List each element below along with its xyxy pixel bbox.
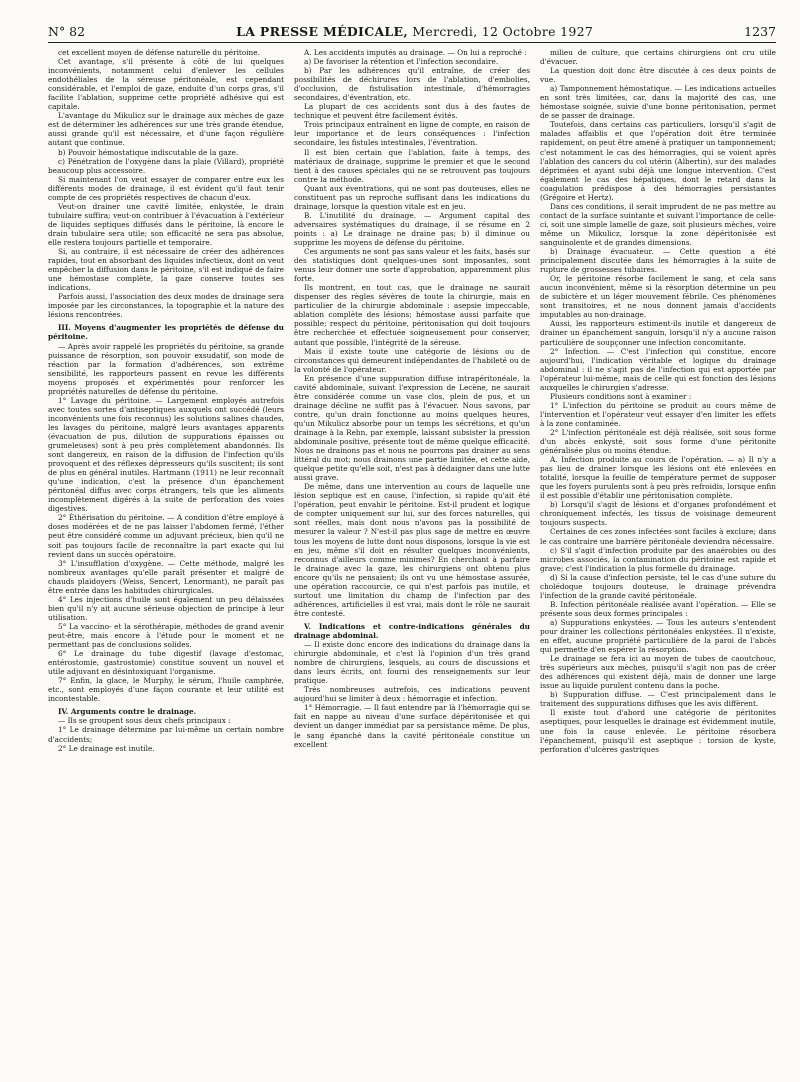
paragraph: 1° Le drainage détermine par lui-même un certain nombre d'accidents; <box>48 725 284 744</box>
paragraph: Si maintenant l'on veut essayer de comparer entre eux les différents modes de drainage, il est évident qu'il faut tenir compte de ces propriétés respectives de chacun d'eux. <box>48 174 284 202</box>
article-columns <box>48 48 776 1078</box>
paragraph: milieu de culture, que certains chirurgiens ont cru utile d'évacuer. <box>540 48 776 67</box>
paragraph: A. Les accidents imputés au drainage. — On lui a reproché : <box>304 48 527 57</box>
paragraph: 2° Le drainage est inutile. <box>58 743 155 753</box>
paragraph: 6° Le drainage du tube digestif (lavage d'estomac, entérostomie, gastrostomie) constitue souvent un nouvel et utile adjuvant en désintoxiquant l'organisme. <box>48 649 284 677</box>
paragraph: b) Suppuration diffuse. — C'est principalement dans le traitement des suppurations diffuses que les avis diffèrent. <box>540 690 776 709</box>
paragraph: Mais il existe toute une catégorie de lésions ou de circonstances qui demeurent indépendantes de l'habileté ou de la volonté de l'opérateur. <box>294 346 530 374</box>
paragraph: b) Lorsqu'il s'agit de lésions et d'organes profondément et chroniquement infectés, les tissus de voisinage demeurent toujours suspects. <box>540 500 776 528</box>
issue-number: N° 82 <box>48 24 86 39</box>
paragraph: b) Drainage évacuateur. — Cette question a été principalement discutée dans les hémorragies à la suite de rupture de grossesses tubaires. <box>540 247 776 275</box>
paragraph: Il est bien certain que l'ablation, faite à temps, des matériaux de drainage, supprime le premier et que le second tient à des causes spéciales qui ne se retrouvent pas toujours contre la méthode. <box>294 147 530 184</box>
paragraph: Cet avantage, s'il présente à côté de lui quelques inconvénients, notamment celui d'enlever les cellules endothéliales de la séreuse péritonéale, est cependant considérable, et l'emploi de gaze, enduite d'un corps gras, s'il facilite l'ablation, supprime cette propriété adhésive qui est capitale. <box>48 57 284 112</box>
paragraph: Ces arguments ne sont pas sans valeur et les faits, basés sur des statistiques dont quelques-unes sont imposantes, sont venus leur donner une sorte d'approbation, apparemment plus forte. <box>294 247 530 284</box>
paragraph: — Après avoir rappelé les propriétés du péritoine, sa grande puissance de résorption, son pouvoir exsudatif, son mode de réaction par la formation d'adhérences, son extrême sensibilité, les rapporteurs passent en revue les différents moyens proposés et expérimentés pour renforcer les propriétés naturelles de défense du péritoine. <box>48 341 284 396</box>
paragraph: La question doit donc être discutée à ces deux points de vue. <box>540 66 776 85</box>
paragraph: 3° L'insufflation d'oxygène. — Cette méthode, malgré les nombreux avantages qu'elle paraît présenter et malgré de chauds plaidoyers (Weiss, Sencert, Lenormant), ne paraît pas être entrée dans les habitudes chirurgicales. <box>48 558 284 595</box>
paragraph: 7° Enfin, la glace, le Murphy, le sérum, l'huile camphrée, etc., sont employés d'une façon courante et leur utilité est incontestable. <box>48 676 284 704</box>
section-heading: IV. Arguments contre le drainage. <box>58 707 197 717</box>
paragraph: La plupart de ces accidents sont dus à des fautes de technique et peuvent être facilement évités. <box>294 102 530 121</box>
paragraph: a) Suppurations enkystées. — Tous les auteurs s'entendent pour drainer les collections péritonéales enkystées. Il n'existe, en effet, aucune propriété particulière de la paroi de l'abcès qui permette d'en espérer la résorption. <box>540 617 776 655</box>
paragraph: B. Infection péritonéale réalisée avant l'opération. — Elle se présente sous deux formes principales : <box>540 599 776 618</box>
text-column-middle <box>294 48 530 1078</box>
paragraph: 5° La vaccino- et la sérothérapie, méthodes de grand avenir peut-être, mais encore à l'étude pour le moment et ne permettant pas de conclusions solides. <box>48 621 284 650</box>
paragraph: Quant aux éventrations, qui ne sont pas douteuses, elles ne constituent pas un reproche suffisant dans les indications du drainage, lorsque la question vitale est en jeu. <box>294 183 530 211</box>
paragraph: Le drainage se fera ici au moyen de tubes de caoutchouc, très supérieurs aux mèches, puisqu'il s'agit non pas de créer des adhérences qui existent déjà, mais de donner une large issue au liquide purulent contenu dans la poche. <box>540 654 776 691</box>
paragraph: c) Pénétration de l'oxygène dans la plaie (Villard), propriété beaucoup plus accessoire. <box>48 156 284 175</box>
paragraph: b) Pouvoir hémostatique indiscutable de la gaze. <box>58 147 239 157</box>
paragraph: L'avantage du Mikulicz sur le drainage aux mèches de gaze est de déterminer les adhérences sur une très grande étendue, aussi grande qu'il est nécessaire, et d'une façon régulière autant que continue. <box>48 111 284 148</box>
journal-title <box>236 24 593 39</box>
paragraph: a) Tamponnement hémostatique. — Les indications actuelles en sont très limitées, car, dans la majorité des cas, une hémostase soignée, suivie d'une bonne péritonisation, permet de se passer de drainage. <box>540 84 776 121</box>
paragraph: Or, le péritoine résorbe facilement le sang, et cela sans aucun inconvénient, même si la résorption détermine un peu de subictère et un léger mouvement fébrile. Ces phénomènes sont transitoires, et ne nous donnent jamais d'accidents imputables au non-drainage. <box>540 274 776 320</box>
paragraph: 4° Les injections d'huile sont également un peu délaissées bien qu'il n'y ait aucune sérieuse objection de principe à leur utilisation. <box>48 594 284 622</box>
paragraph: 2° Éthérisation du péritoine. — A condition d'être employé à doses modérées et de ne pas laisser l'abdomen fermé, l'éther peut être considéré comme un adjuvant précieux, bien qu'il ne soit pas toujours facile de reconnaître la part exacte qui lui revient dans un succès opératoire. <box>48 513 284 559</box>
paragraph: Parfois aussi, l'association des deux modes de drainage sera imposée par les circonstances, la topographie et la nature des lésions rencontrées. <box>48 292 284 320</box>
paragraph: Veut-on drainer une cavité limitée, enkystée, le drain tubulaire suffira; veut-on contribuer à l'évacuation à l'extérieur de liquides septiques diffusés dans le péritoine, là encore le drain tubulaire sera utile; son efficacité ne sera pas absolue, elle restera toujours partielle et temporaire. <box>48 201 284 247</box>
paragraph: 2° Infection. — C'est l'infection qui constitue, encore aujourd'hui, l'indication véritable et logique du drainage abdominal : il ne s'agit pas de l'infection qui est apportée par l'opérateur lui-même, mais de celle qui est fonction des lésions auxquelles le chirurgien s'adresse. <box>540 346 776 392</box>
paragraph: c) S'il s'agit d'infection produite par des anaérobies ou des microbes associés, la contamination du péritoine est rapide et grave; c'est l'indication la plus formelle du drainage. <box>540 545 776 573</box>
paragraph: 1° Lavage du péritoine. — Largement employés autrefois avec toutes sortes d'antiseptiques auxquels ont succédé (leurs inconvénients une fois reconnus) les solutions salines chaudes, les lavages du péritoine, malgré leurs avantages apparents (évacuation de pus, dilution de suppurations épaisses ou grumeleuses) sont à peu près complètement abandonnés. Ils sont dangereux, en raison de la diffusion de l'infection qu'ils provoquent et des réflexes dépresseurs qu'ils suscitent; ils sont de plus en général inutiles. Hartmann (1911) ne leur reconnaît qu'une indication, c'est la présence d'un épanchement péritonéal diffus avec corps étrangers, tels que les aliments incomplètement digérés à la suite de perforation des voies digestives. <box>48 395 284 514</box>
paragraph: Ils montrent, en tout cas, que le drainage ne saurait dispenser des règles sévères de toute la chirurgie, mais en particulier de la chirurgie abdominale : asepsie impeccable, ablation complète des lésions; hémostase aussi parfaite que possible; respect du péritoine, péritonisation qui doit toujours être recherchée et effectuée soigneusement pour conserver, autant que possible, l'intégrité de la séreuse. <box>294 283 530 347</box>
paragraph: a) De favoriser la rétention et l'infection secondaire. <box>304 57 499 67</box>
page-number: 1237 <box>744 24 776 39</box>
paragraph: De même, dans une intervention au cours de laquelle une lésion septique est en cause, l'infection, si rapide qu'ait été l'opération, peut envahir le péritoine. Est-il prudent et logique de compter uniquement sur lui, sur des forces naturelles, qui sont réelles, mais dont nous n'avons pas la possibilité de mesurer la valeur ? N'est-il pas plus sage de mettre en œuvre tous les moyens de lutte dont nous disposons, lorsque la vie est en jeu, même s'il doit en résulter quelques inconvénients, reconnus d'ailleurs comme minimes? En cherchant à parfaire le drainage avec la gaze, les chirurgiens ont obtenu plus encore qu'ils ne pensaient; ils ont vu une hémostase assurée, une opération raccourcie, ce qui n'est parfois pas inutile, et surtout une limitation du champ de l'infection par des adhérences, artificielles il est vrai, mais dont le rôle ne saurait être contesté. <box>294 482 530 618</box>
paragraph: Toutefois, dans certains cas particuliers, lorsqu'il s'agit de malades affaiblis et que l'opération doit être terminée rapidement, on peut être amené à pratiquer un tamponnement; c'est notamment le cas des hémorragies, qui se voient après l'ablation des cancers du col utérin (Albertin), sur des malades déprimées et ayant subi déjà une longue intervention. C'est également le cas des hépatiques, dont le retard dans la coagulation prédispose à des hémorragies persistantes (Grégoire et Hertz). <box>540 120 776 202</box>
text-column-left <box>48 48 284 1078</box>
paragraph: b) Par les adhérences qu'il entraîne, de créer des possibilités de déchirures lors de l'ablation, d'embolies, d'occlusion, de fistulisation intestinale, d'hémorragies secondaires, d'éventration, etc. <box>294 66 530 103</box>
journal-name: LA PRESSE MÉDICALE, <box>236 24 409 39</box>
page-header <box>48 24 776 43</box>
paragraph: — Ils se groupent sous deux chefs principaux : <box>58 716 231 726</box>
paragraph: Très nombreuses autrefois, ces indications peuvent aujourd'hui se limiter à deux : hémorragie et infection. <box>294 685 530 704</box>
section-heading: V. Indications et contre-indications générales du drainage abdominal. <box>294 621 530 640</box>
paragraph: Trois principaux entraînent en ligne de compte, en raison de leur importance et de leurs conséquences : l'infection secondaire, les fistules intestinales, l'éventration. <box>294 120 530 148</box>
paragraph: Aussi, les rapporteurs estiment-ils inutile et dangereux de drainer un épanchement sanguin, lorsqu'il n'y a aucune raison particulière de soupçonner une infection concomitante. <box>540 319 776 347</box>
paragraph: 1° L'infection du péritoine se produit au cours même de l'intervention et l'opérateur veut essayer d'en limiter les effets à la zone contaminée. <box>540 400 776 428</box>
paragraph: B. L'inutilité du drainage. — Argument capital des adversaires systématiques du drainage, il se résume en 2 points : a) Le drainage ne draine pas; b) il diminue ou supprime les moyens de défense du péritoine. <box>294 210 530 247</box>
paragraph: Certaines de ces zones infectées sont faciles à exclure; dans le cas contraire une barrière péritonéale deviendra nécessaire. <box>540 527 776 546</box>
paragraph: Si, au contraire, il est nécessaire de créer des adhérences rapides, tout en absorbant des liquides infectieux, dont on veut empêcher la diffusion dans le péritoine, s'il est indiqué de faire une hémostase complète, la gaze conserve toutes ses indications. <box>48 247 284 293</box>
paragraph: — Il existe donc encore des indications du drainage dans la chirurgie abdominale, et c'est là l'opinion d'un très grand nombre de chirurgiens, lesquels, au cours de discussions et dans leurs écrits, ont fourni des renseignements sur leur pratique. <box>294 640 530 686</box>
section-heading: III. Moyens d'augmenter les propriétés de défense du péritoine. <box>48 323 284 342</box>
paragraph: A. Infection produite au cours de l'opération. — a) Il n'y a pas lieu de drainer lorsque les lésions ont été enlevées en totalité, lorsque la feuille de température permet de supposer que les foyers purulents sont à peu près refroidis, lorsque enfin il est possible d'établir une péritonisation complète. <box>540 455 776 501</box>
text-column-right <box>540 48 776 1078</box>
issue-date: Mercredi, 12 Octobre 1927 <box>408 24 594 39</box>
paragraph: 2° L'infection péritonéale est déjà réalisée, soit sous forme d'un abcès enkysté, soit sous forme d'une péritonite généralisée plus ou moins étendue. <box>540 427 776 456</box>
paragraph: Il existe tout d'abord une catégorie de péritonites aseptiques, pour lesquelles le drainage est évidemment inutile, une fois la cause enlevée. Le péritoine résorbera l'épanchement, puisqu'il est aseptique : torsion de kyste, perforation d'ulcères gastriques <box>540 708 776 754</box>
paragraph: Plusieurs conditions sont à examiner : <box>550 391 692 401</box>
paragraph: 1° Hémorragie. — Il faut entendre par là l'hémorragie qui se fait en nappe au niveau d'une surface dépéritonisée et qui devient un danger immédiat par sa persistance même. De plus, le sang épanché dans la cavité péritonéale constitue un excellent <box>294 703 530 749</box>
paragraph: d) Si la cause d'infection persiste, tel le cas d'une suture du cholédoque toujours douteuse, le drainage prévendra l'infection de la grande cavité péritonéale. <box>540 572 776 600</box>
paragraph: cet excellent moyen de défense naturelle du péritoine. <box>58 48 260 57</box>
paragraph: En présence d'une suppuration diffuse intrapéritonéale, la cavité abdominale, suivant l'expression de Lecène, ne saurait être considérée comme un vase clos, plein de pus, et un drainage décline ne suffit pas à l'évacuer. Nous savons, par contre, qu'un drain fonctionne au moins quelques heures, qu'un Mikulicz absorbe pour un temps les sécrétions, et qu'un drainage à la Rehn, par exemple, laissant subsister la pression abdominale positive, présente tout de même quelque efficacité. Nous ne drainons pas et nous ne pourrons pas drainer au sens littéral du mot; nous drainons une partie limitée, et cette aide, quelque petite qu'elle soit, n'est pas à dédaigner dans une lutte aussi grave. <box>294 373 530 483</box>
paragraph: Dans ces conditions, il serait imprudent de ne pas mettre au contact de la surface suintante et suivant l'importance de celle-ci, soit une simple lamelle de gaze, soit plusieurs mèches, voire même un Mikulicz, lorsque la zone dépéritonisée est sanguinolente et de grandes dimensions. <box>540 201 776 247</box>
